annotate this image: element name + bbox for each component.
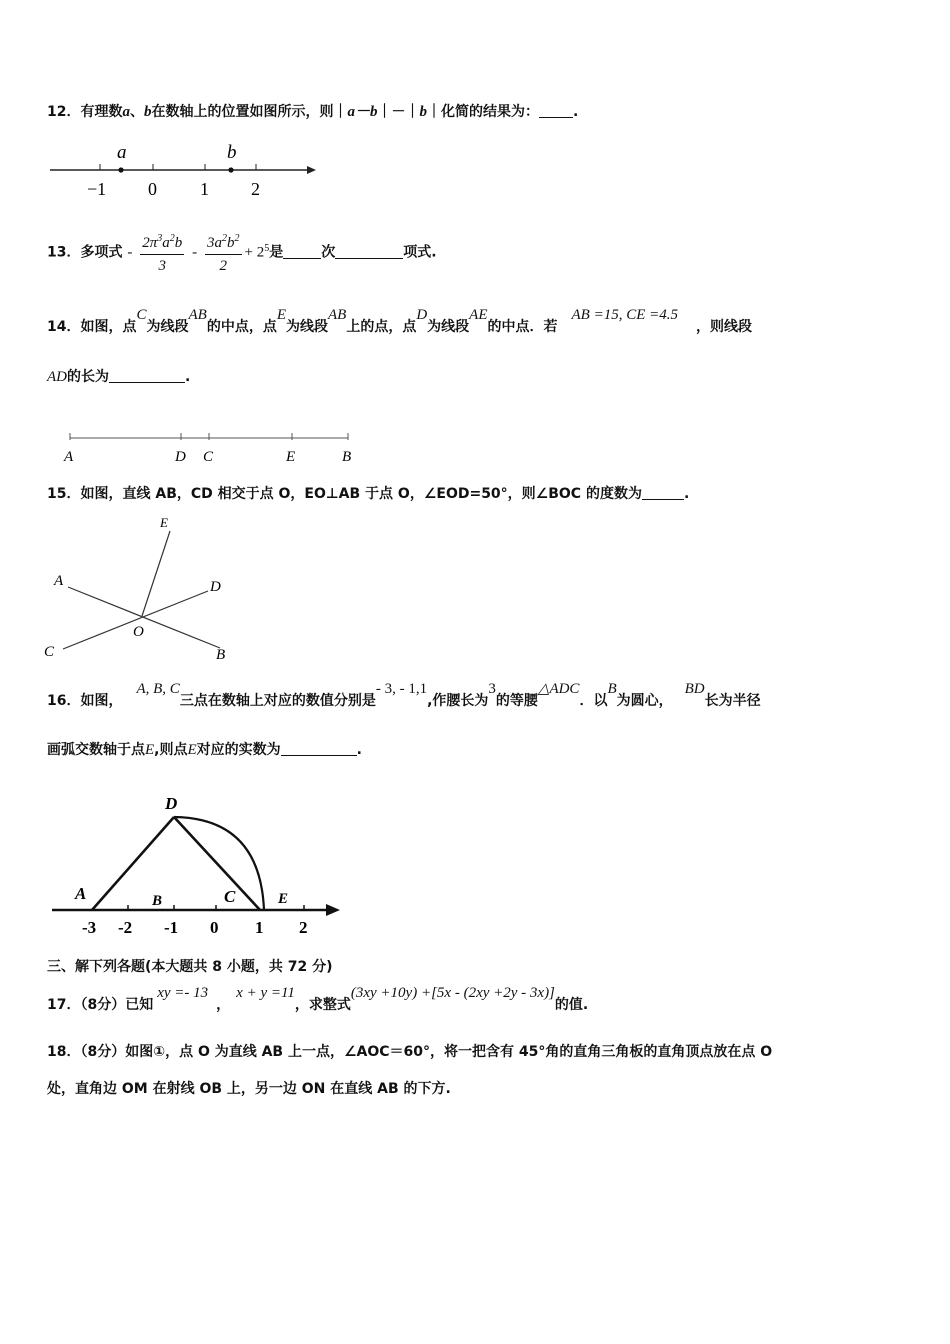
tick-label: −1: [87, 179, 107, 199]
label-C: C: [203, 449, 214, 465]
q14-text-line2: AD的长为 .: [47, 369, 191, 385]
label-E: E: [278, 891, 289, 907]
fraction-1: $\frac{2\pi^3a^2b}{3}$: [140, 228, 184, 277]
tick-label: 1: [200, 179, 209, 199]
label-D: D: [165, 794, 178, 813]
q15-intersecting-lines: [40, 515, 240, 665]
answer-blank[interactable]: [539, 103, 573, 118]
label-A: A: [75, 884, 87, 903]
answer-blank-terms[interactable]: [335, 244, 403, 259]
tick-label: 0: [210, 918, 219, 937]
q12-text: 12．有理数a、b在数轴上的位置如图所示，则｜a－b｜－｜b｜化简的结果为： .: [47, 104, 579, 120]
tick-label: -2: [118, 918, 133, 937]
q14-segment-figure: [60, 425, 360, 470]
tick-label: 2: [299, 918, 308, 937]
section-heading: 三、解下列各题(本大题共 8 小题，共 72 分): [47, 959, 333, 975]
q12-number-line: [48, 140, 328, 200]
tick-label: 1: [255, 918, 264, 937]
q16-text-line1: 16．如图，A, B, C三点在数轴上对应的数值分别是- 3, - 1,1,作腰长为3的等腰△ADC．以B为圆心，BD长为半径: [47, 681, 761, 709]
label-B: B: [216, 647, 226, 663]
label-A: A: [54, 573, 64, 589]
point-label-a: a: [117, 142, 127, 163]
answer-blank-degree[interactable]: [283, 244, 321, 259]
answer-blank[interactable]: [642, 485, 684, 500]
label-C: C: [44, 644, 55, 660]
label-D: D: [175, 449, 186, 465]
q14-text-line1: 14．如图，点C为线段AB的中点，点E为线段AB上的点，点D为线段AE的中点．若AB =15, CE =4.5，则线段: [47, 307, 752, 335]
tick-label: -3: [82, 918, 97, 937]
q18-text-line2: 处，直角边 OM 在射线 OB 上，另一边 ON 在直线 AB 的下方.: [47, 1081, 451, 1097]
q17-text: 17．（8分）已知xy =- 13，x + y =11，求整式(3xy +10y) +[5x - (2xy +2y - 3x)]的值.: [47, 985, 589, 1013]
answer-blank[interactable]: [109, 368, 185, 383]
q16-triangle-number-line: [50, 790, 350, 940]
tick-label: 2: [251, 179, 260, 199]
q15-text: 15．如图，直线 AB，CD 相交于点 O，EO⊥AB 于点 O，∠EOD=50°，则∠BOC 的度数为 .: [47, 486, 690, 502]
label-B: B: [152, 893, 163, 909]
q18-text-line1: 18．（8分）如图①，点 O 为直线 AB 上一点，∠AOC＝60°，将一把含有 45°角的直角三角板的直角顶点放在点 O: [47, 1044, 773, 1060]
label-C: C: [224, 887, 236, 906]
label-A: A: [64, 449, 74, 465]
q16-text-line2: 画弧交数轴于点E,则点E对应的实数为 .: [47, 742, 362, 758]
point-label-b: b: [227, 142, 237, 163]
tick-label: 0: [148, 179, 157, 199]
tick-label: -1: [164, 918, 179, 937]
label-O: O: [133, 624, 144, 640]
fraction-2: $\frac{3a^2b^2}{2}$: [205, 228, 242, 277]
label-E: E: [160, 515, 168, 530]
label-B: B: [342, 449, 352, 465]
label-D: D: [210, 579, 221, 595]
answer-blank[interactable]: [281, 741, 357, 756]
q13-text: 13．多项式 - $\frac{2\pi^3a^2b}{3}$ - $\frac{3a^2b^2}{2}$ + $2^5$是 次 项式.: [47, 224, 437, 278]
label-E: E: [286, 449, 296, 465]
